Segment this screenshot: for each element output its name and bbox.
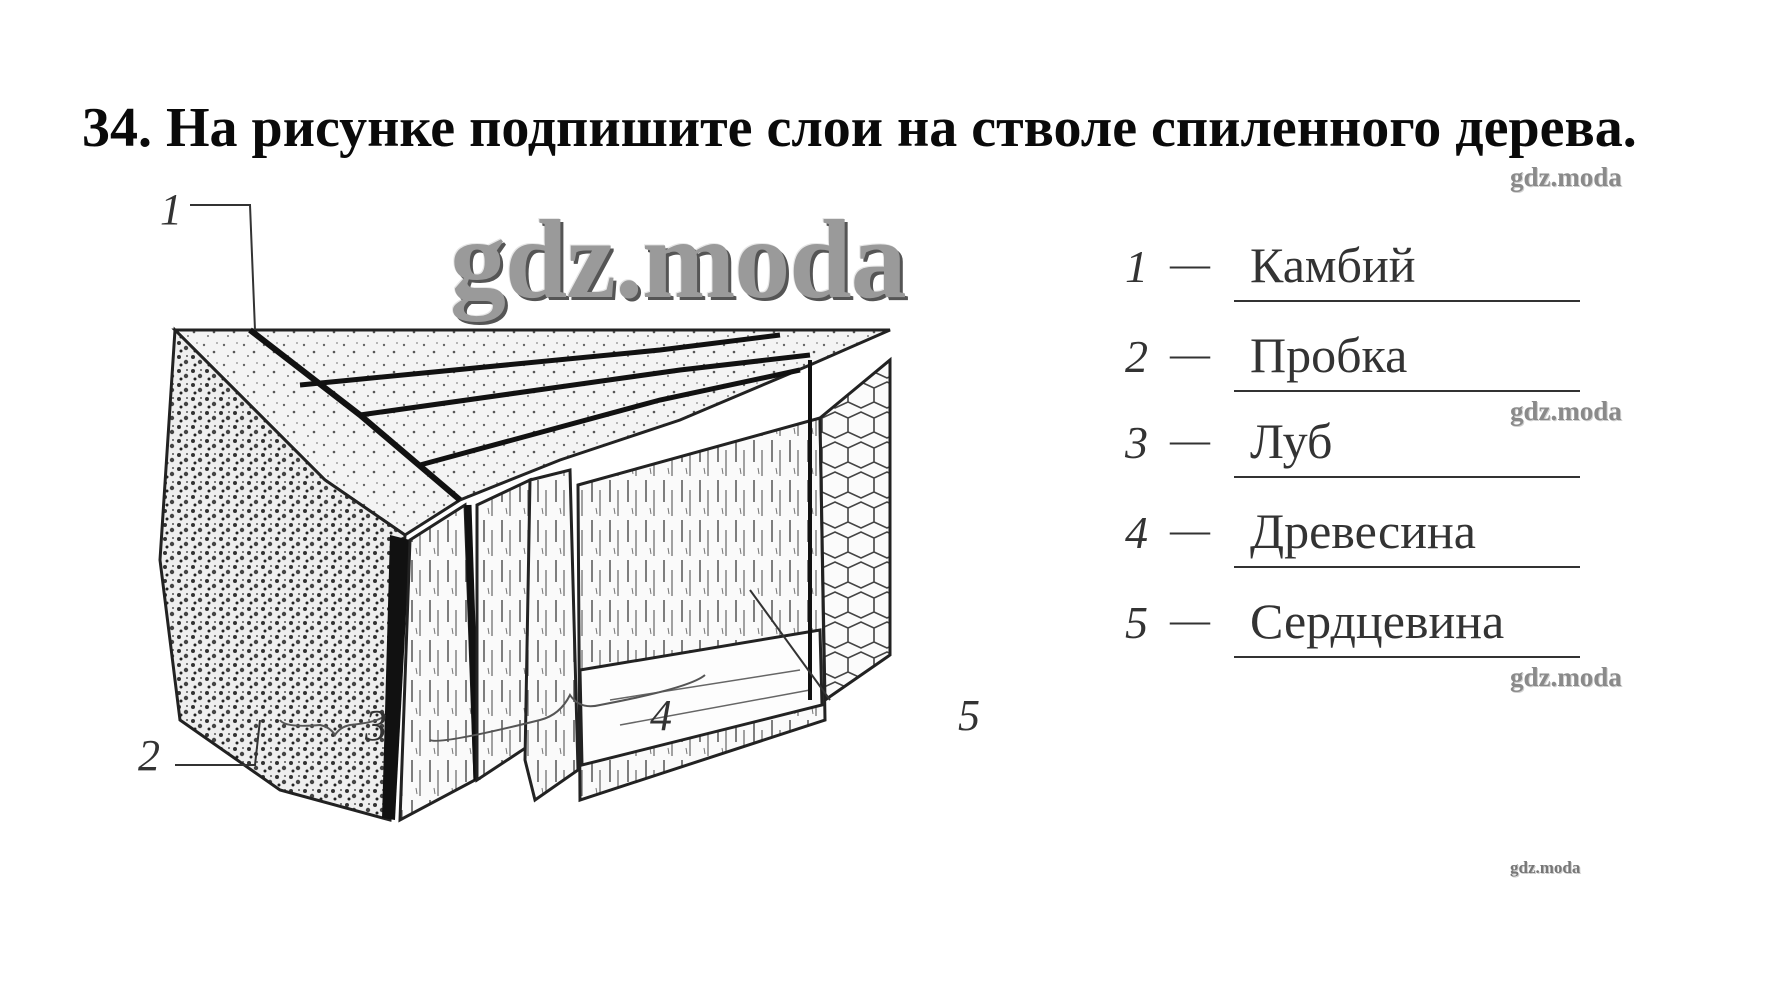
answer-item: [1120, 237, 1590, 310]
figure-label-3: 3: [365, 701, 387, 750]
answer-number: 1: [1125, 241, 1148, 292]
bast-layer: [400, 505, 475, 820]
answer-text: Пробка: [1250, 327, 1408, 383]
answer-underline: [1234, 656, 1580, 658]
task-title: 34. На рисунке подпишите слои на стволе спиленного дерева.: [82, 97, 1637, 159]
answer-underline: [1234, 390, 1580, 392]
answer-text: Камбий: [1250, 237, 1416, 293]
answer-underline: [1234, 300, 1580, 302]
answer-dash: —: [1170, 417, 1210, 462]
watermark: gdz.moda: [1510, 662, 1622, 692]
pith-layer: [820, 360, 890, 700]
figure-label-5: 5: [958, 691, 980, 740]
answer-item: [1120, 413, 1590, 486]
watermark: gdz.moda: [1510, 396, 1622, 426]
answer-dash: —: [1170, 241, 1210, 286]
watermark: gdz.moda: [1510, 858, 1581, 877]
figure-label-4: 4: [650, 691, 672, 740]
answer-underline: [1234, 476, 1580, 478]
answer-dash: —: [1170, 597, 1210, 642]
answer-number: 4: [1125, 507, 1148, 558]
watermark-large: gdz.moda: [450, 198, 906, 322]
watermark: gdz.moda: [1510, 162, 1622, 192]
figure-label-2: 2: [138, 731, 160, 780]
answer-item: [1120, 327, 1590, 400]
answer-text: Луб: [1250, 413, 1333, 469]
answer-text: Сердцевина: [1250, 593, 1505, 649]
answer-number: 2: [1125, 331, 1148, 382]
figure-label-1: 1: [160, 185, 182, 234]
answer-number: 3: [1125, 417, 1148, 468]
answer-item: [1120, 503, 1590, 576]
answer-underline: [1234, 566, 1580, 568]
answer-dash: —: [1170, 507, 1210, 552]
answer-number: 5: [1125, 597, 1148, 648]
answer-item: [1120, 593, 1590, 666]
answer-text: Древесина: [1250, 503, 1476, 559]
answer-dash: —: [1170, 331, 1210, 376]
